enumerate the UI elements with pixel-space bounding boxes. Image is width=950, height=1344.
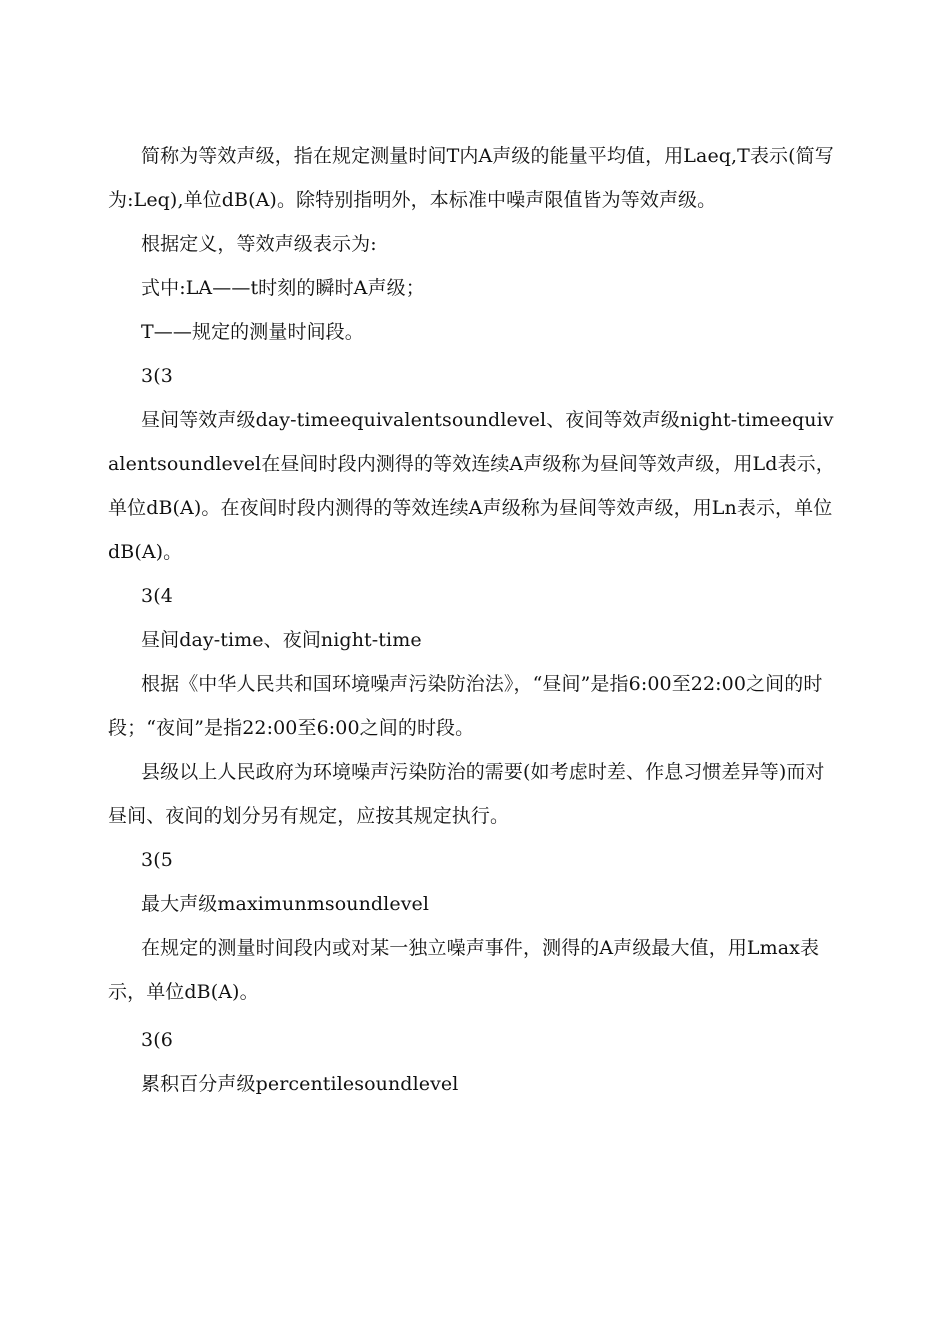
paragraph-la-definition: 式中:LA——t时刻的瞬时A声级； — [141, 277, 425, 299]
paragraph-county-government-rule: 县级以上人民政府为环境噪声污染防治的需要(如考虑时差、作息习惯差异等)而对昼间、夜间的划分另有规定，应按其规定执行。 — [108, 761, 825, 827]
section-number-3-4: 3(4 — [141, 585, 173, 607]
paragraph-formula-intro: 根据定义，等效声级表示为: — [141, 233, 377, 255]
document-body — [108, 134, 842, 1106]
section-number-3-6: 3(6 — [141, 1029, 173, 1051]
section-number-3-5: 3(5 — [141, 849, 173, 871]
section-number-3-3: 3(3 — [141, 365, 173, 387]
paragraph-equivalent-sound-level-definition: 简称为等效声级，指在规定测量时间T内A声级的能量平均值，用Laeq,T表示(简写为:Leq),单位dB(A)。除特别指明外，本标准中噪声限值皆为等效声级。 — [108, 145, 834, 211]
paragraph-day-night-law-definition: 根据《中华人民共和国环境噪声污染防治法》，“昼间”是指6:00至22:00之间的时段；“夜间”是指22:00至6:00之间的时段。 — [108, 673, 823, 739]
paragraph-day-night-equivalent-level: 昼间等效声级day-timeequivalentsoundlevel、夜间等效声级night-timeequivalentsoundlevel在昼间时段内测得的等效连续A声级称为昼间等效声级，用Ld表示，单位dB(A)。在夜间时段内测得的等效连续A声级称为昼间等效声级，用Ln表示，单位dB(A)。 — [108, 409, 835, 563]
heading-percentile-sound-level: 累积百分声级percentilesoundlevel — [141, 1073, 459, 1095]
heading-day-time-night-time: 昼间day-time、夜间night-time — [141, 629, 422, 651]
paragraph-maximum-sound-level-definition: 在规定的测量时间段内或对某一独立噪声事件，测得的A声级最大值，用Lmax表示，单位dB(A)。 — [108, 937, 820, 1003]
paragraph-t-definition: T——规定的测量时间段。 — [141, 321, 364, 343]
heading-maximum-sound-level: 最大声级maximunmsoundlevel — [141, 893, 430, 915]
